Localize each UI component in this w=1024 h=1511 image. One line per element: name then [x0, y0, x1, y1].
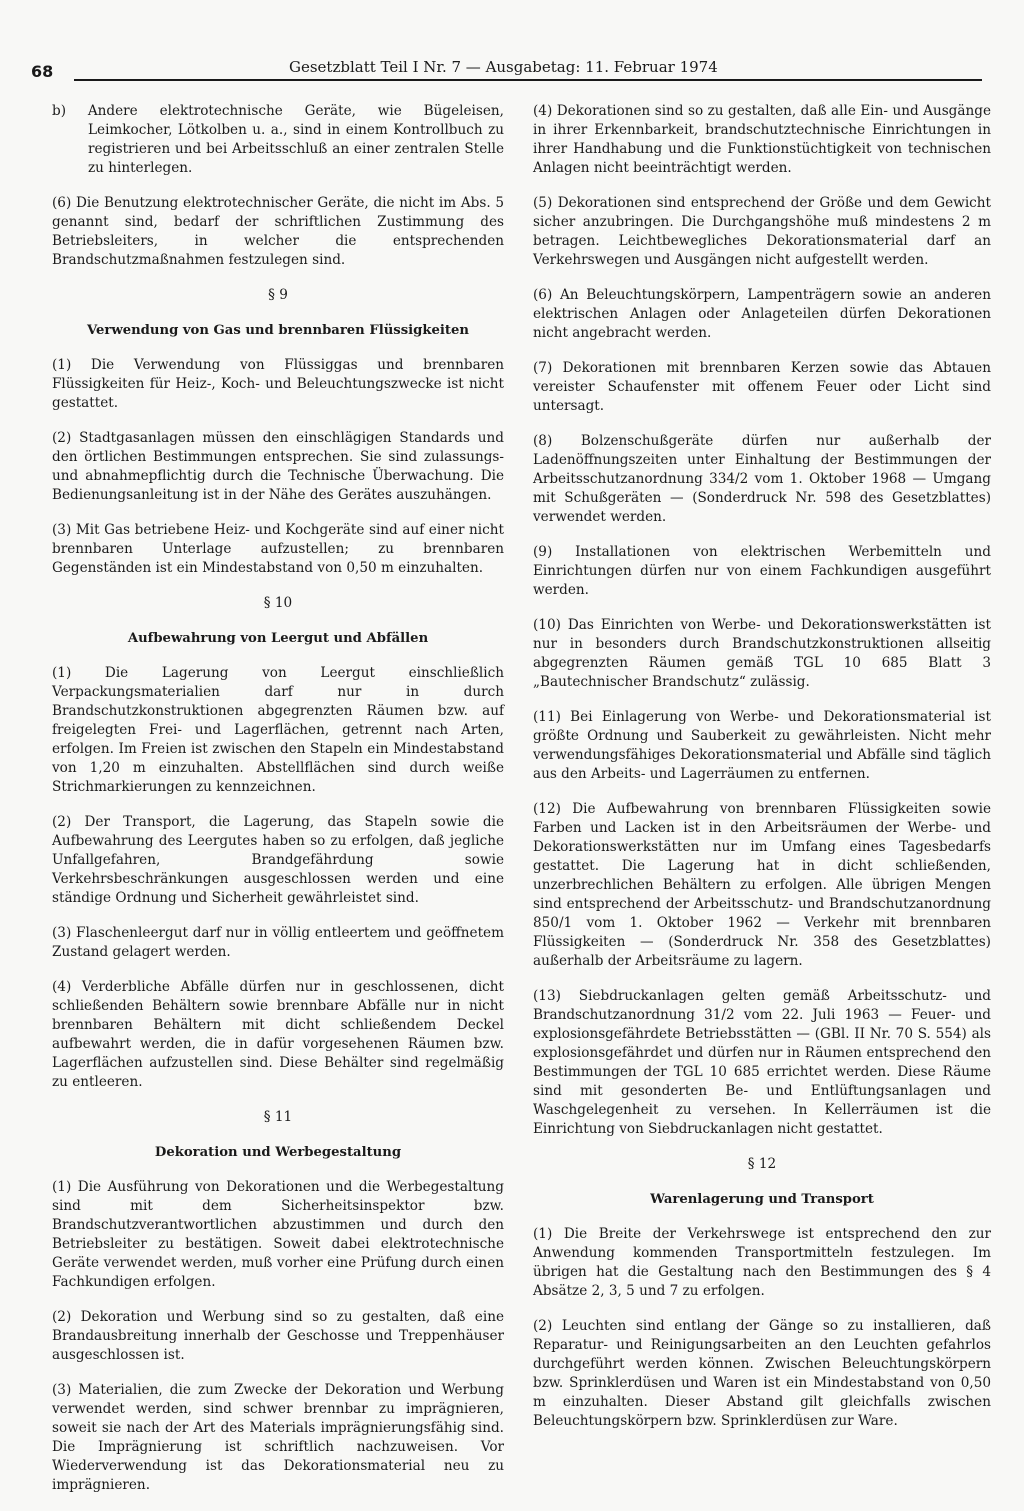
paragraph-11-5: (5) Dekorationen sind entsprechend der Größe und dem Gewicht sicher anzubringen. Die Durchgangshöhe muß mindestens 2 m betragen. Leichtbewegliches Dekorationsmaterial darf an Verkehrswegen und Ausgängen nicht aufgestellt werden.: [533, 195, 991, 268]
paragraph-9-2: (2) Stadtgasanlagen müssen den einschlägigen Standards und den örtlichen Bestimmungen entsprechen. Sie sind zulassungs- und abnahmepflichtig durch die Technische Überwachung. Die Bedienungsanleitung ist in der Nähe des Gerätes auszuhängen.: [52, 430, 504, 503]
paragraph-11-4: (4) Dekorationen sind so zu gestalten, daß alle Ein- und Ausgänge in ihrer Erkennbarkeit, brandschutztechnische Einrichtungen in ihrer Handhabung und die Funktionstüchtigkeit von technischen Anlagen nicht beeinträchtigt werden.: [533, 103, 991, 176]
paragraph-12-2: (2) Leuchten sind entlang der Gänge so zu installieren, daß Reparatur- und Reinigungsarbeiten an den Leuchten gefahrlos durchgeführt werden können. Zwischen Beleuchtungskörpern bzw. Sprinklerdüsen und Waren ist ein Mindestabstand von 0,50 m einzuhalten. Dieser Abstand gilt gleichfalls zwischen Beleuchtungskörpern bzw. Sprinklerdüsen zur Ware.: [533, 1318, 991, 1429]
section-title-10: Aufbewahrung von Leergut und Abfällen: [127, 631, 429, 646]
left-column: [52, 102, 504, 1511]
section-title-9: Verwendung von Gas und brennbaren Flüssigkeiten: [86, 323, 469, 338]
paragraph-9-3: (3) Mit Gas betriebene Heiz- und Kochgeräte sind auf einer nicht brennbaren Unterlage aufzustellen; zu brennbaren Gegenständen ist ein Mindestabstand von 0,50 m einzuhalten.: [52, 522, 504, 576]
paragraph-11-12: (12) Die Aufbewahrung von brennbaren Flüssigkeiten sowie Farben und Lacken ist in den Arbeitsräumen der Werbe- und Dekorationswerkstätten nur im Umfang eines Tagesbedarfs gestattet. Die Lagerung hat in dicht schließenden, unzerbrechlichen Behältern zu erfolgen. Alle übrigen Mengen sind entsprechend der Arbeitsschutz- und Brandschutzanordnung 850/1 vom 1. Oktober 1962 — Verkehr mit brennbaren Flüssigkeiten — (Sonderdruck Nr. 358 des Gesetzblattes) außerhalb der Arbeitsräume zu lagern.: [533, 801, 991, 969]
paragraph-10-4: (4) Verderbliche Abfälle dürfen nur in geschlossenen, dicht schließenden Behältern sowie brennbare Abfälle nur in nicht brennbaren Behältern mit dicht schließendem Deckel aufbewahrt werden, die in dafür vorgesehenen Räumen bzw. Lagerflächen aufzustellen sind. Diese Behälter sind regelmäßig zu entleeren.: [52, 979, 504, 1090]
paragraph-11-10: (10) Das Einrichten von Werbe- und Dekorationswerkstätten ist nur in besonders durch Brandschutzkonstruktionen allseitig abgegrenzten Räumen gemäß TGL 10 685 Blatt 3 „Bautechnischer Brandschutz“ zulässig.: [533, 617, 991, 690]
paragraph-11-13: (13) Siebdruckanlagen gelten gemäß Arbeitsschutz- und Brandschutzanordnung 31/2 vom 22. Juli 1963 — Feuer- und explosionsgefährdete Betriebsstätten — (GBl. II Nr. 70 S. 554) als explosionsgefährdet und dürfen nur in Räumen entsprechend den Bestimmungen der TGL 10 685 errichtet werden. Diese Räume sind mit gesonderten Be- und Entlüftungsanlagen und Waschgelegenheit zu versehen. In Kellerräumen ist die Einrichtung von Siebdruckanlagen nicht gestattet.: [533, 988, 991, 1137]
paragraph-10-1: (1) Die Lagerung von Leergut einschließlich Verpackungsmaterialien darf nur in durch Brandschutzkonstruktionen abgegrenzten Räumen bzw. auf freigelegten Frei- und Lagerflächen, getrennt nach Arten, erfolgen. Im Freien ist zwischen den Stapeln ein Mindestabstand von 1,20 m einzuhalten. Abstellflächen sind durch weiße Strichmarkierungen zu kennzeichnen.: [52, 665, 504, 795]
paragraph-8-6: (6) Die Benutzung elektrotechnischer Geräte, die nicht im Abs. 5 genannt sind, bedarf der schriftlichen Zustimmung des Betriebsleiters, in welcher die entsprechenden Brandschutzmaßnahmen festzulegen sind.: [52, 195, 504, 268]
section-number-11: § 11: [263, 1109, 293, 1125]
section-number-10: § 10: [263, 595, 293, 611]
paragraph-11-8: (8) Bolzenschußgeräte dürfen nur außerhalb der Ladenöffnungszeiten unter Einhaltung der Bestimmungen der Arbeitsschutzanordnung 334/2 vom 1. Oktober 1968 — Umgang mit Schußgeräten — (Sonderdruck Nr. 598 des Gesetzblattes) verwendet werden.: [533, 433, 991, 525]
paragraph-12-1: (1) Die Breite der Verkehrswege ist entsprechend den zur Anwendung kommenden Transportmitteln festzulegen. Im übrigen hat die Gestaltung nach den Bestimmungen des § 4 Absätze 2, 3, 5 und 7 zu erfolgen.: [533, 1226, 991, 1299]
paragraph-11-3: (3) Materialien, die zum Zwecke der Dekoration und Werbung verwendet werden, sind schwer brennbar zu imprägnieren, soweit sie nach der Art des Materials imprägnierungsfähig sind. Die Imprägnierung ist schriftlich nachzuweisen. Vor Wiederverwendung ist das Dekorationsmaterial neu zu imprägnieren.: [52, 1382, 504, 1493]
header-divider: [74, 79, 982, 81]
paragraph-11-9: (9) Installationen von elektrischen Werbemitteln und Einrichtungen dürfen nur von einem Fachkundigen ausgeführt werden.: [533, 544, 991, 598]
section-title-11: Dekoration und Werbegestaltung: [154, 1145, 402, 1160]
running-header: Gesetzblatt Teil I Nr. 7 — Ausgabetag: 11. Februar 1974: [289, 58, 718, 76]
section-number-9: § 9: [268, 287, 288, 303]
paragraph-11-6: (6) An Beleuchtungskörpern, Lampenträgern sowie an anderen elektrischen Anlagen oder Anlageteilen dürfen Dekorationen nicht angebracht werden.: [533, 287, 991, 341]
paragraph-10-2: (2) Der Transport, die Lagerung, das Stapeln sowie die Aufbewahrung des Leergutes haben so zu erfolgen, daß jegliche Unfallgefahren, Brandgefährdung sowie Verkehrsbeschränkungen ausgeschlossen werden und eine ständige Ordnung und Sicherheit gewährleistet sind.: [52, 814, 504, 906]
paragraph-item-b: b) Andere elektrotechnische Geräte, wie Bügeleisen, Leimkocher, Lötkolben u. a., sind in einem Kontrollbuch zu registrieren und bei Arbeitsschluß an einer zentralen Stelle zu hinterlegen.: [52, 103, 504, 176]
section-title-12: Warenlagerung und Transport: [650, 1192, 874, 1207]
paragraph-9-1: (1) Die Verwendung von Flüssiggas und brennbaren Flüssigkeiten für Heiz-, Koch- und Beleuchtungszwecke ist nicht gestattet.: [52, 357, 504, 411]
paragraph-11-1: (1) Die Ausführung von Dekorationen und die Werbegestaltung sind mit dem Sicherheitsinspektor bzw. Brandschutzverantwortlichen abzustimmen und durch den Betriebsleiter zu bestätigen. Soweit dabei elektrotechnische Geräte verwendet werden, muß vorher eine Prüfung durch einen Fachkundigen erfolgen.: [52, 1179, 504, 1290]
paragraph-10-3: (3) Flaschenleergut darf nur in völlig entleertem und geöffnetem Zustand gelagert werden.: [52, 925, 504, 960]
paragraph-11-11: (11) Bei Einlagerung von Werbe- und Dekorationsmaterial ist größte Ordnung und Sauberkeit zu gewährleisten. Nicht mehr verwendungsfähiges Dekorationsmaterial und Abfälle sind täglich aus den Arbeits- und Lagerräumen zu entfernen.: [533, 709, 991, 782]
right-column: [533, 102, 991, 1447]
section-number-12: § 12: [747, 1156, 777, 1172]
paragraph-11-7: (7) Dekorationen mit brennbaren Kerzen sowie das Abtauen vereister Schaufenster mit offenem Feuer oder Licht sind untersagt.: [533, 360, 991, 414]
page-number: 68: [31, 62, 54, 81]
paragraph-11-2: (2) Dekoration und Werbung sind so zu gestalten, daß eine Brandausbreitung innerhalb der Geschosse und Treppenhäuser ausgeschlossen ist.: [52, 1309, 504, 1363]
